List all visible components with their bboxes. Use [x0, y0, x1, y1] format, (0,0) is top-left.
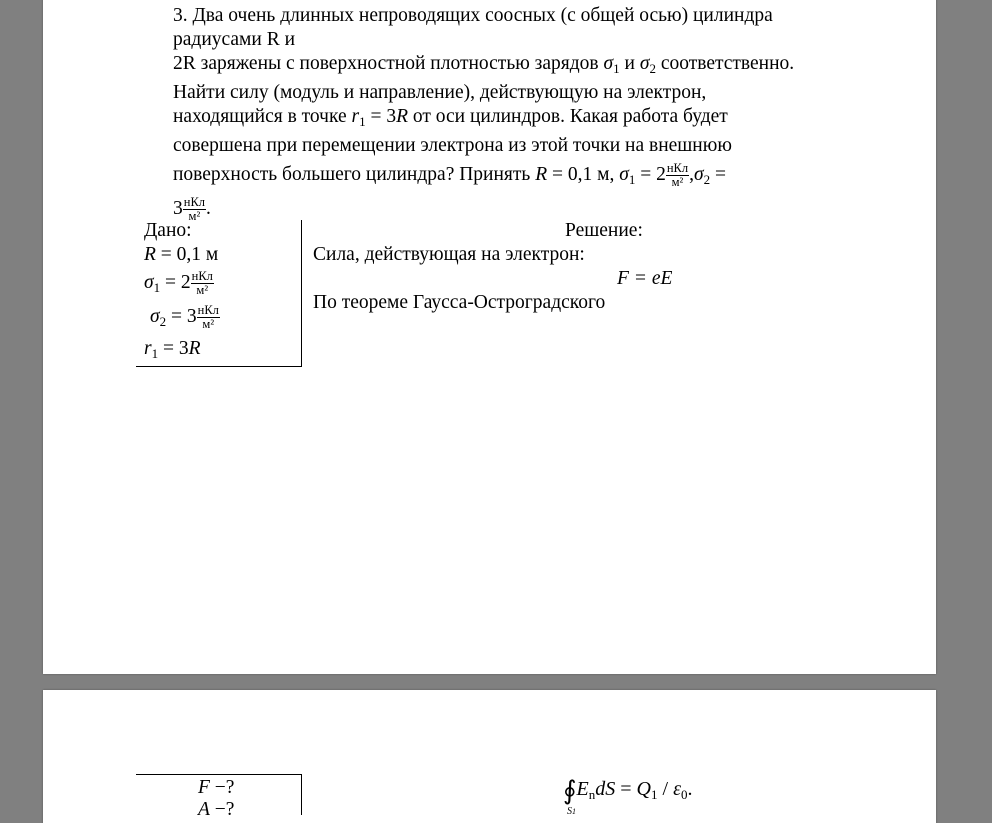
unit-fraction: $\frac{\text{нКл}}{\text{м²}}$ — [666, 161, 689, 190]
unit-fraction: $\frac{\text{нКл}}{\text{м²}}$ — [183, 195, 206, 224]
problem-line-3 — [173, 52, 873, 81]
sigma1-symbol: $\sigma_1$ — [603, 53, 620, 76]
find-block — [136, 774, 302, 820]
given-R: R = 0,1 м — [144, 244, 219, 265]
r1-value: 3 — [386, 106, 397, 127]
solution-title: Решение: — [565, 220, 643, 241]
sigma1-value: 2 — [656, 164, 666, 185]
document-page-2 — [43, 690, 936, 823]
given-sigma2: $\sigma_2 = 3$ $\frac{\text{нКл}}{\text{м²}}$ — [150, 303, 219, 331]
force-formula: F = eE — [617, 268, 673, 289]
find-F: F −? — [198, 777, 235, 798]
problem-line-4: Найти силу (модуль и направление), действующую на электрон, — [173, 82, 707, 103]
problem-line-2: радиусами R и — [173, 29, 296, 50]
conjunction: и — [619, 53, 640, 74]
problem-text: соответственно. — [655, 53, 795, 74]
R-value: 0,1 м — [567, 164, 610, 185]
given-sigma1: $\sigma_1 = 2$ $\frac{\text{нКл}}{\text{м²}}$ — [144, 269, 213, 297]
problem-line-7: поверхность большего цилиндра? Принять R = 0,1 м, $\sigma_1 = 2$ $\frac{\text{нКл}}{\text{м²}}$ $,\sigma_2$ = — [173, 161, 726, 190]
given-title: Дано: — [144, 220, 192, 241]
given-r1: $r_1 = 3R$ — [144, 338, 201, 361]
gauss-formula: $∮E_ndS = Q_1 / \varepsilon_0$. S1 — [563, 776, 693, 817]
problem-line-1: 3. Два очень длинных непроводящих соосных (с общей осью) цилиндра — [173, 5, 773, 26]
problem-text: от оси цилиндров. Какая работа будет — [408, 106, 728, 127]
problem-text: 2R заряжены с поверхностной плотностью зарядов — [173, 53, 604, 74]
problem-text: поверхность большего цилиндра? Принять — [173, 164, 536, 185]
problem-line-8: 3 $\frac{\text{нКл}}{\text{м²}}$ . — [173, 195, 211, 224]
given-block — [136, 220, 302, 367]
problem-line-6: совершена при перемещении электрона из этой точки на внешнюю — [173, 135, 732, 156]
problem-line-5: находящийся в точке $r_1 = 3R$ от оси цилиндров. Какая работа будет — [173, 106, 728, 129]
sigma2-symbol: $\sigma_2$ — [639, 53, 656, 76]
find-A: A −? — [198, 799, 235, 820]
problem-text: находящийся в точке — [173, 106, 352, 127]
solution-force-text: Сила, действующая на электрон: — [313, 244, 585, 265]
r1-symbol: $r_1$ — [351, 106, 366, 129]
sigma2-value: 3 — [173, 198, 183, 219]
document-page-1 — [43, 0, 936, 674]
solution-gauss-text: По теореме Гаусса-Остроградского — [313, 292, 606, 313]
problem-statement — [173, 4, 873, 226]
